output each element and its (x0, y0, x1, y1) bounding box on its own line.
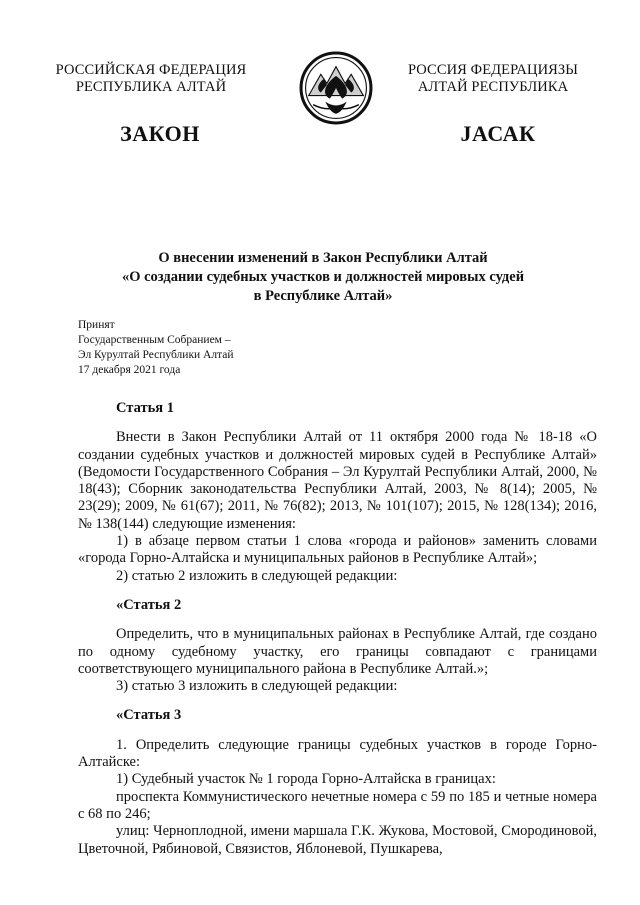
document-body (78, 400, 597, 858)
item2: 2) статью 2 изложить в следующей редакции: (116, 567, 398, 584)
adoption-block (78, 318, 318, 378)
coat-of-arms-icon (298, 50, 374, 126)
article3-paragraph2: 1) Судебный участок № 1 города Горно-Алтайска в границах: (116, 771, 496, 788)
article1-heading: Статья 1 (116, 400, 174, 416)
document-title-line2: «О создании судебных участков и должностей мировых судей (121, 269, 525, 285)
article1-intro: Внести в Закон Республики Алтай от 11 октября 2000 года № 18-18 «О создании судебных участков и должностей мировых судей в Республике Алтай» (Ведомости Государственного Собрания – Эл Курултай Республики Алтай, 2000, № 18(43); Сборник законодательства Республики Алтай, 2003, № 8(14); 2005, № 23(29); 2009, № 61(67); 2011, № 76(82); 2013, № 101(107); 2015, № 128(134); 2016, № 138(144) следующие изменения: (78, 429, 597, 532)
law-title-left: ЗАКОН (120, 121, 200, 146)
document-title-line1: О внесении изменений в Закон Республики Алтай (158, 250, 488, 266)
header-left-line2: РЕСПУБЛИКА АЛТАЙ (75, 79, 227, 95)
adoption-date: 17 декабря 2021 года (78, 364, 181, 376)
adoption-line2: Государственным Собранием – (78, 334, 231, 346)
header-right-line1: РОССИЯ ФЕДЕРАЦИЯЗЫ (407, 62, 579, 78)
article3-paragraph4: улиц: Черноплодной, имени маршала Г.К. Жукова, Мостовой, Смородиновой, Цветочной, Рябиновой, Связистов, Яблоневой, Пушкарева, (78, 823, 597, 857)
adoption-line1: Принят (78, 319, 115, 331)
article2-heading: «Статья 2 (116, 596, 182, 613)
header-left (36, 62, 266, 96)
article3-heading: «Статья 3 (116, 707, 182, 724)
item3: 3) статью 3 изложить в следующей редакции: (116, 678, 398, 695)
article3-paragraph1: 1. Определить следующие границы судебных участков в городе Горно-Алтайске: (78, 736, 597, 771)
document-title-line3: в Республике Алтай» (253, 288, 393, 304)
header-right-line2: АЛТАЙ РЕСПУБЛИКА (417, 79, 569, 95)
item1: 1) в абзаце первом статьи 1 слова «города и районов» заменить словами «города Горно-Алтайска и муниципальных районов в Республике Алтай»; (78, 533, 597, 567)
adoption-line3: Эл Курултай Республики Алтай (78, 349, 234, 361)
article3-paragraph3: проспекта Коммунистического нечетные номера с 59 по 185 и четные номера с 68 по 246; (78, 788, 597, 822)
header-left-line1: РОССИЙСКАЯ ФЕДЕРАЦИЯ (55, 62, 247, 78)
document-title (78, 249, 568, 306)
law-title-right: ЈАСАК (460, 121, 536, 146)
article2-text: Определить, что в муниципальных районах в Республике Алтай, где создано по одному судебному участку, его границы совпадают с границами соответствующего муниципального района в Республике Алтай.»; (78, 626, 597, 677)
header-right (378, 62, 608, 96)
